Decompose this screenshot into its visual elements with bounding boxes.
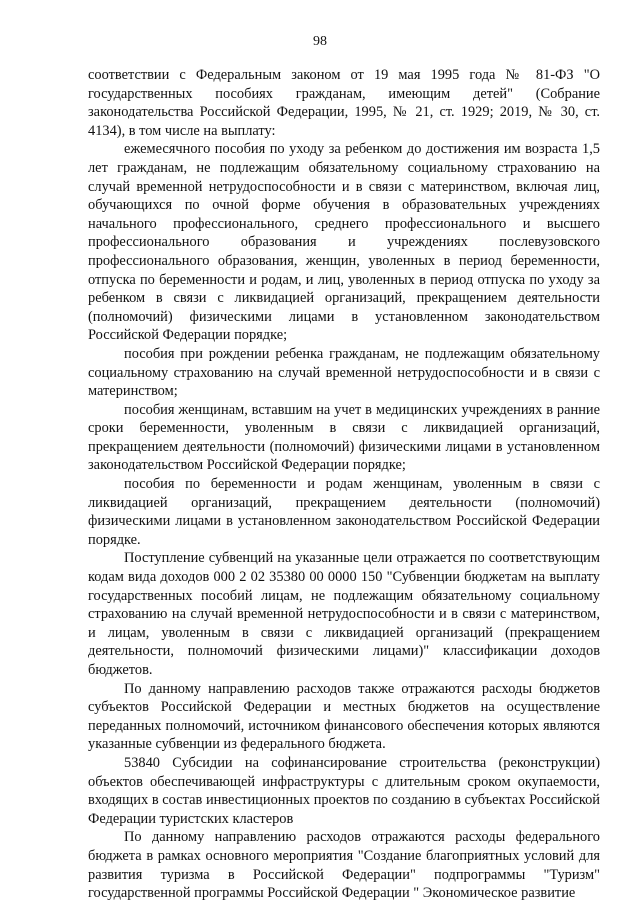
paragraph-subvention-receipt: Поступление субвенций на указанные цели отражается по соответствующим кодам вида доходов 000 2 02 35380 00 0000 150 "Субвенции бюджетам на выплату государственных пособий лицам, не подлежащим обязательному социальному страхованию на случай временной нетрудоспособности и в связи с материнством, и лицам, уволенным в связи с ликвидацией организаций (прекращением деятельности, полномочий физическими лицами)" классификации доходов бюджетов. xyxy=(88,550,600,678)
paragraph-intro: соответствии с Федеральным законом от 19 мая 1995 года № 81-ФЗ "О государственных пособиях гражданам, имеющим детей" (Собрание законодательства Российской Федерации, 1995, № 21, ст. 1929; 2019, № 30, ст. 4134), в том числе на выплату: xyxy=(88,67,600,139)
paragraph-early-registration-benefit: пособия женщинам, вставшим на учет в медицинских учреждениях в ранние сроки беременности, уволенным в связи с ликвидацией организаций, прекращением деятельности (полномочий) физическими лицами в установленном законодательством Российской Федерации порядке; xyxy=(88,401,600,474)
paragraph-tourism-expenses: По данному направлению расходов отражаются расходы федерального бюджета в рамках основного мероприятия "Создание благоприятных условий для развития туризма в Российской Федерации" подпрограммы "Туризм" государственной программы Российской Федерации " Экономическое развитие xyxy=(88,829,600,902)
paragraph-regional-budgets: По данному направлению расходов также отражаются расходы бюджетов субъектов Российской Федерации и местных бюджетов на осуществление переданных полномочий, источником финансового обеспечения которых являются указанные субвенции из федерального бюджета. xyxy=(88,680,600,753)
page-number: 98 xyxy=(313,34,327,49)
paragraph-monthly-childcare-benefit: ежемесячного пособия по уходу за ребенком до достижения им возраста 1,5 лет гражданам, не подлежащим обязательному социальному страхованию на случай временной нетрудоспособности и в связи с материнством, включая лиц, обучающихся по очной форме обучения в образовательных учреждениях начального профессионального, среднего профессионального и высшего профессионального образования и учреждениях послевузовского профессионального образования, женщин, уволенных в период беременности, отпуска по беременности и родам, и лиц, уволенных в период отпуска по уходу за ребенком в связи с ликвидацией организаций, прекращением деятельности (полномочий) физическими лицами в установленном законодательством Российской Федерации порядке; xyxy=(88,141,600,344)
paragraph-maternity-benefit: пособия по беременности и родам женщинам, уволенным в связи с ликвидацией организаций, прекращением деятельности (полномочий) физическими лицами в установленном законодательством Российской Федерации порядке. xyxy=(88,476,600,548)
document-body xyxy=(88,66,600,903)
paragraph-birth-benefit: пособия при рождении ребенка гражданам, не подлежащим обязательному социальному страхованию на случай временной нетрудоспособности и в связи с материнством; xyxy=(88,345,600,400)
paragraph-section-53840: 53840 Субсидии на софинансирование строительства (реконструкции) объектов обеспечивающей инфраструктуры с длительным сроком окупаемости, входящих в состав инвестиционных проектов по созданию в субъектах Российской Федерации туристских кластеров xyxy=(88,754,600,827)
